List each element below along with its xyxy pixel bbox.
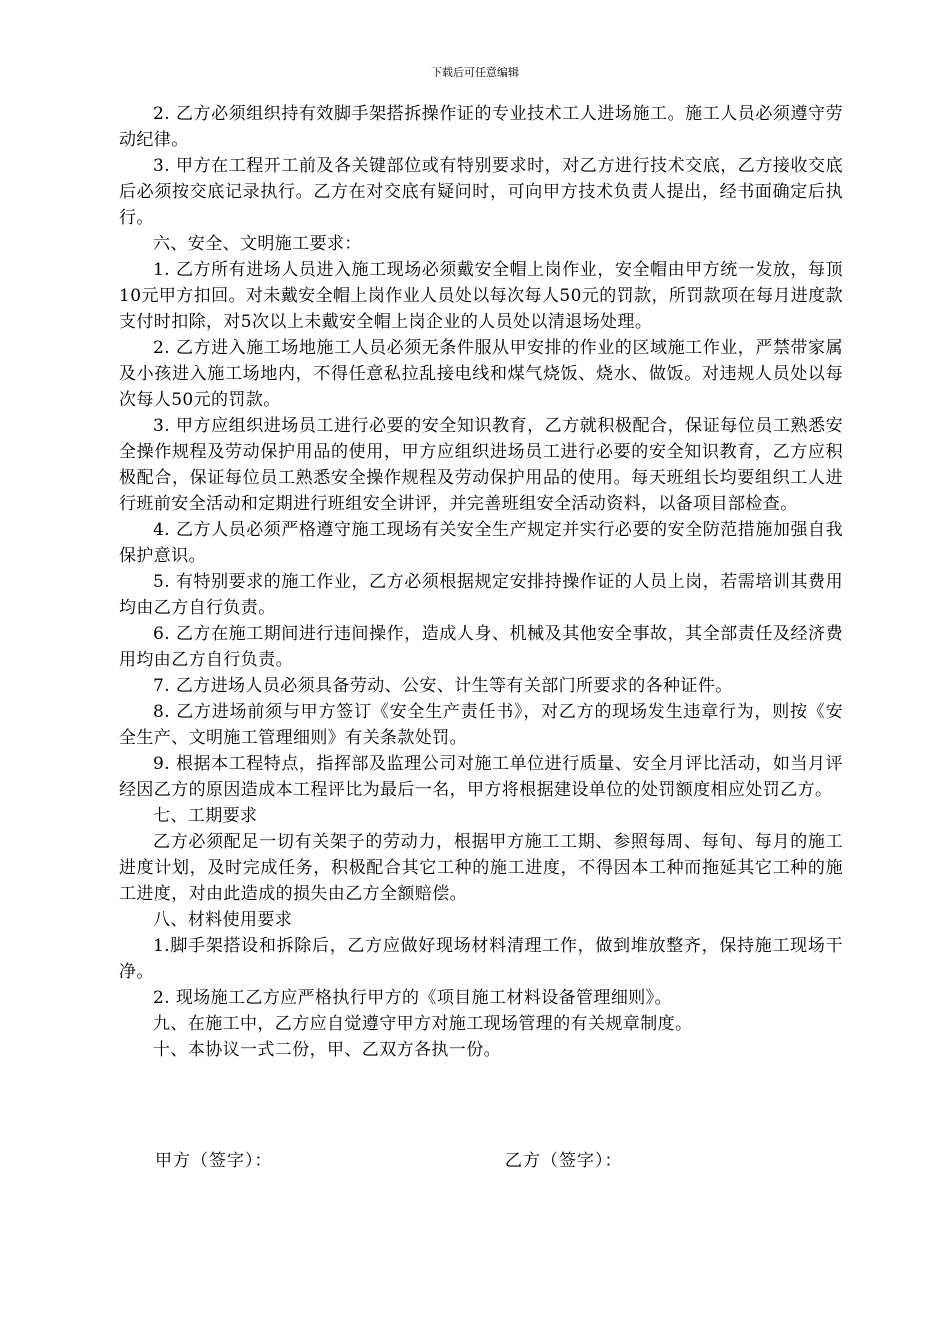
clause-5-2: 2. 乙方必须组织持有效脚手架搭拆操作证的专业技术工人进场施工。施工人员必须遵守劳动纪律。: [119, 104, 843, 150]
section-10: 十、本协议一式二份，甲、乙双方各执一份。: [153, 1040, 501, 1060]
clause-6-4: 4. 乙方人员必须严格遵守施工现场有关安全生产规定并实行必要的安全防范措施加强自我保护意识。: [119, 520, 843, 566]
section-heading-schedule: 七、工期要求: [153, 806, 258, 826]
party-a-signature-label: 甲方（签字）：: [155, 1151, 273, 1171]
section-9: 九、在施工中，乙方应自觉遵守甲方对施工现场管理的有关规章制度。: [153, 1014, 693, 1034]
page-header: 下载后可任意编辑: [431, 66, 519, 79]
section-heading-materials: 八、材料使用要求: [153, 910, 293, 930]
party-b-signature-label: 乙方（签字）：: [505, 1151, 623, 1171]
clause-6-6: 6. 乙方在施工期间进行违间操作，造成人身、机械及其他安全事故，其全部责任及经济费用均由乙方自行负责。: [119, 624, 843, 670]
section-heading-safety: 六、安全、文明施工要求：: [153, 234, 362, 254]
clause-6-3: 3. 甲方应组织进场员工进行必要的安全知识教育，乙方就积极配合，保证每位员工熟悉安全操作规程及劳动保护用品的使用，甲方应组织进场员工进行必要的安全知识教育，乙方应积极配合，保证每位员工熟悉安全操作规程及劳动保护用品的使用。每天班组长均要组织工人进行班前安全活动和定期进行班组安全讲评，并完善班组安全活动资料，以备项目部检查。: [119, 416, 843, 514]
clause-8-1: 1.脚手架搭设和拆除后，乙方应做好现场材料清理工作，做到堆放整齐，保持施工现场干净。: [119, 936, 843, 982]
clause-6-2: 2. 乙方进入施工场地施工人员必须无条件服从甲安排的作业的区域施工作业，严禁带家属及小孩进入施工场地内，不得任意私拉乱接电线和煤气烧饭、烧水、做饭。对违规人员处以每次每人50元的罚款。: [119, 338, 843, 410]
signature-block: [155, 1148, 855, 1174]
clause-6-8: 8. 乙方进场前须与甲方签订《安全生产责任书》，对乙方的现场发生违章行为，则按《安全生产、文明施工管理细则》有关条款处罚。: [119, 702, 843, 748]
clause-6-1: 1. 乙方所有进场人员进入施工现场必须戴安全帽上岗作业，安全帽由甲方统一发放，每顶10元甲方扣回。对未戴安全帽上岗作业人员处以每次每人50元的罚款，所罚款项在每月进度款支付时扣除，对5次以上未戴安全帽上岗企业的人员处以清退场处理。: [119, 260, 843, 332]
clause-7-body: 乙方必须配足一切有关架子的劳动力，根据甲方施工工期、参照每周、每旬、每月的施工进度计划，及时完成任务，积极配合其它工种的施工进度，不得因本工种而拖延其它工种的施工进度，对由此造成的损失由乙方全额赔偿。: [119, 832, 843, 904]
clause-5-3: 3. 甲方在工程开工前及各关键部位或有特别要求时，对乙方进行技术交底，乙方接收交底后必须按交底记录执行。乙方在对交底有疑问时，可向甲方技术负责人提出，经书面确定后执行。: [119, 156, 843, 228]
clause-6-7: 7. 乙方进场人员必须具备劳动、公安、计生等有关部门所要求的各种证件。: [153, 676, 733, 696]
clause-8-2: 2. 现场施工乙方应严格执行甲方的《项目施工材料设备管理细则》。: [153, 988, 672, 1008]
clause-6-9: 9. 根据本工程特点，指挥部及监理公司对施工单位进行质量、安全月评比活动，如当月评经因乙方的原因造成本工程评比为最后一名，甲方将根据建设单位的处罚额度相应处罚乙方。: [119, 754, 843, 800]
document-body: [119, 101, 843, 1063]
clause-6-5: 5. 有特别要求的施工作业，乙方必须根据规定安排持操作证的人员上岗，若需培训其费用均由乙方自行负责。: [119, 572, 843, 618]
